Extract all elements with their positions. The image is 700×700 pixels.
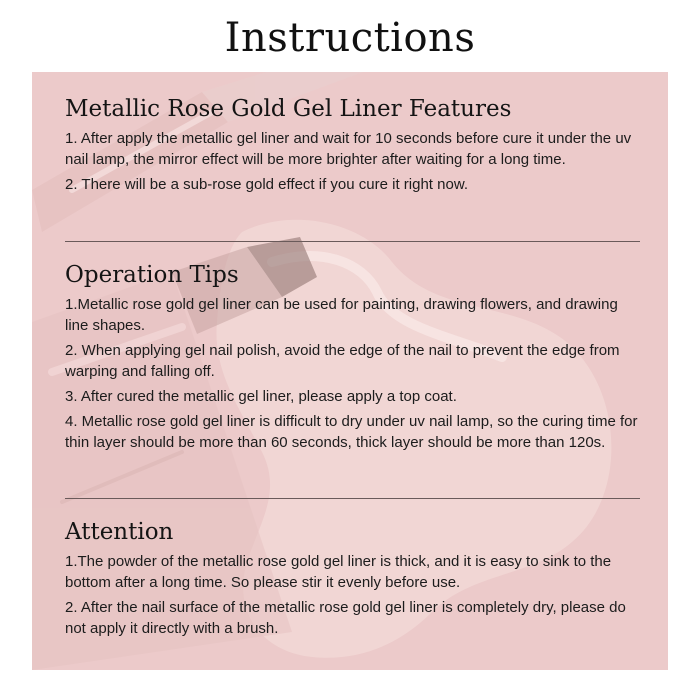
features-heading: Metallic Rose Gold Gel Liner Features xyxy=(65,96,512,122)
page-title: Instructions xyxy=(224,15,476,61)
features-item: 2. There will be a sub-rose gold effect if you cure it right now. xyxy=(65,176,468,193)
operation-tips-item: 2. When applying gel nail polish, avoid the edge of the nail to prevent the edge from warping and falling off. xyxy=(65,342,620,380)
features-section xyxy=(65,94,640,199)
operation-tips-item: 4. Metallic rose gold gel liner is difficult to dry under uv nail lamp, so the curing time for thin layer should be more than 60 seconds, thick layer should be more than 120s. xyxy=(65,413,638,451)
section-divider xyxy=(65,241,640,242)
attention-item: 2. After the nail surface of the metallic rose gold gel liner is completely dry, please do not apply it directly with a brush. xyxy=(65,599,626,637)
attention-heading: Attention xyxy=(65,519,174,545)
operation-tips-heading: Operation Tips xyxy=(65,262,239,288)
features-item: 1. After apply the metallic gel liner and wait for 10 seconds before cure it under the uv nail lamp, the mirror effect will be more brighter after waiting for a long time. xyxy=(65,130,632,168)
attention-section xyxy=(65,517,640,643)
instructions-panel xyxy=(32,72,668,670)
operation-tips-section xyxy=(65,260,640,457)
section-divider xyxy=(65,498,640,499)
operation-tips-item: 1.Metallic rose gold gel liner can be used for painting, drawing flowers, and drawing line shapes. xyxy=(65,296,618,334)
operation-tips-item: 3. After cured the metallic gel liner, please apply a top coat. xyxy=(65,388,457,405)
attention-item: 1.The powder of the metallic rose gold gel liner is thick, and it is easy to sink to the bottom after a long time. So please stir it evenly before use. xyxy=(65,553,612,591)
